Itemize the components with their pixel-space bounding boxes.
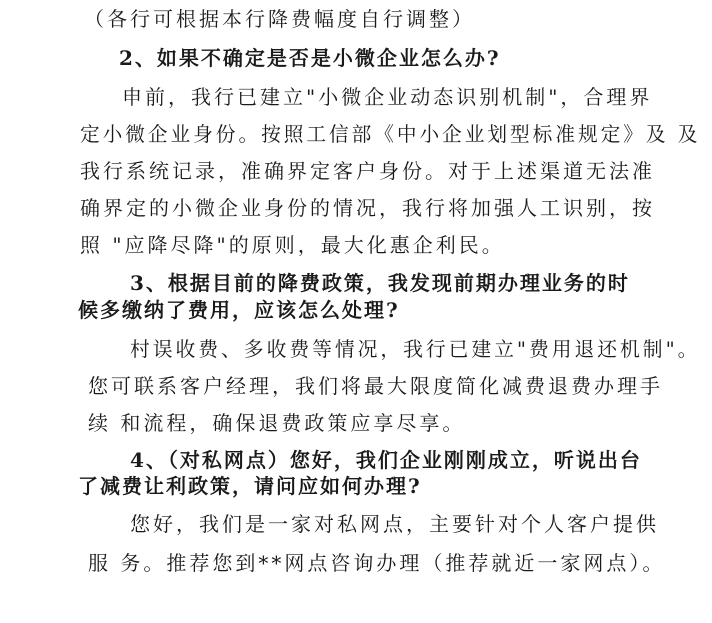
answer-3-line-2: 您可联系客户经理，我们将最大限度简化减费退费办理手 (88, 374, 663, 398)
answer-2-line-3: 我行系统记录，准确界定客户身份。对于上述渠道无法准 (80, 159, 655, 183)
fee-adjustment-note: （各行可根据本行降费幅度自行调整） (84, 7, 475, 31)
answer-2-line-1: 申前，我行已建立"小微企业动态识别机制"，合理界 (122, 85, 653, 109)
question-4-heading-line-2: 了减费让利政策，请问应如何办理? (78, 474, 422, 498)
answer-4-line-1: 您好，我们是一家对私网点，主要针对个人客户提供 (130, 512, 659, 536)
answer-2-line-5: 照 "应降尽降"的原则，最大化惠企利民。 (80, 233, 505, 257)
question-2-heading: 2、如果不确定是否是小微企业怎么办? (119, 46, 501, 70)
question-3-heading-line-2: 候多缴纳了费用，应该怎么处理? (78, 298, 400, 322)
answer-4-line-2: 服 务。推荐您到**网点咨询办理（推荐就近一家网点）。 (88, 551, 666, 575)
answer-3-line-1: 村误收费、多收费等情况，我行已建立"费用退还机制"。 (130, 337, 701, 361)
answer-2-line-4: 确界定的小微企业身份的情况，我行将加强人工识别，按 (80, 196, 655, 220)
question-4-heading-line-1: 4、（对私网点）您好，我们企业刚刚成立，听说出台 (130, 448, 642, 472)
answer-3-line-3: 续 和流程，确保退费政策应享尽享。 (88, 411, 466, 435)
question-3-heading-line-1: 3、根据目前的降费政策，我发现前期办理业务的时 (130, 271, 630, 295)
answer-2-line-2: 定小微企业身份。按照工信部《中小企业划型标准规定》及 及 (80, 122, 701, 146)
